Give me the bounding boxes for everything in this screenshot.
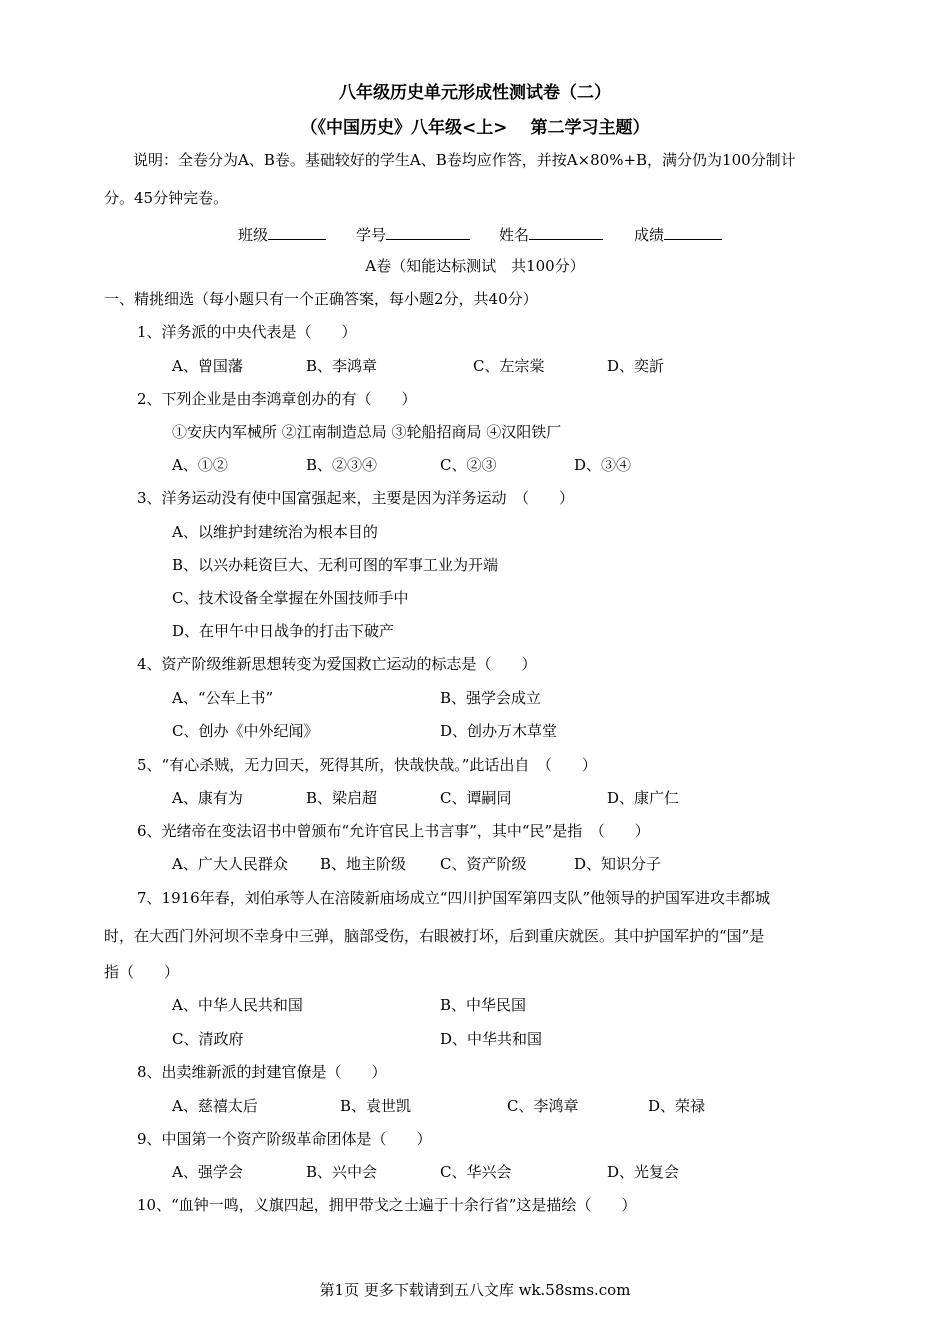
question-7-stem: 7、1916年春，刘伯承等人在涪陵新庙场成立“四川护国军第四支队”他领导的护国军进攻丰都城	[137, 889, 771, 907]
class-label: 班级	[238, 226, 269, 244]
question-7-option-d: D、中华共和国	[440, 1030, 543, 1048]
question-9-option-c: C、华兴会	[440, 1163, 512, 1181]
question-5-stem: 5、“有心杀贼，无力回天，死得其所，快哉快哉。”此话出自 （ ）	[137, 756, 597, 774]
question-2-option-c: C、②③	[440, 456, 497, 474]
question-9-option-b: B、兴中会	[306, 1163, 378, 1181]
question-3-stem: 3、洋务运动没有使中国富强起来，主要是因为洋务运动 （ ）	[137, 489, 575, 507]
instructions-line-2: 分。45分钟完卷。	[104, 189, 229, 207]
question-8-option-c: C、李鸿章	[507, 1097, 579, 1115]
page-subtitle: （《中国历史》八年级<上> 第二学习主题）	[300, 118, 650, 138]
part-one-heading: 一、精挑细选（每小题只有一个正确答案，每小题2分，共40分）	[104, 290, 538, 308]
question-2-option-d: D、③④	[574, 456, 632, 474]
name-field	[499, 223, 603, 245]
name-blank	[529, 223, 603, 240]
question-6-stem: 6、光绪帝在变法诏书中曾颁布“允许官民上书言事”，其中“民”是指 （ ）	[137, 822, 650, 840]
question-2-option-a: A、①②	[172, 456, 228, 474]
question-7-option-b: B、中华民国	[440, 996, 527, 1014]
question-3-option-c: C、技术设备全掌握在外国技师手中	[172, 589, 409, 607]
instructions-line-1: 说明：全卷分为A、B卷。基础较好的学生A、B卷均应作答，并按A×80%+B，满分仍为100分制计	[133, 151, 796, 169]
question-8-option-a: A、慈禧太后	[172, 1097, 258, 1115]
score-field	[634, 223, 722, 245]
question-7-stem-continued: 时，在大西门外河坝不幸身中三弹，脑部受伤，右眼被打坏，后到重庆就医。其中护国军护的“国”是	[104, 927, 765, 945]
question-1-option-a: A、曾国藩	[172, 357, 243, 375]
question-4-option-d: D、创办万木草堂	[440, 722, 558, 740]
question-5-option-b: B、梁启超	[306, 789, 378, 807]
question-8-stem: 8、出卖维新派的封建官僚是（ ）	[137, 1063, 387, 1081]
question-7-option-c: C、清政府	[172, 1030, 244, 1048]
student-number-field	[356, 223, 470, 245]
question-3-option-d: D、在甲午中日战争的打击下破产	[172, 622, 395, 640]
page-title: 八年级历史单元形成性测试卷（二）	[339, 83, 611, 103]
question-3-option-a: A、以维护封建统治为根本目的	[172, 523, 378, 541]
page-footer: 第1页 更多下载请到五八文库 wk.58sms.com	[319, 1281, 631, 1299]
class-blank	[268, 223, 326, 240]
question-2-option-b: B、②③④	[306, 456, 378, 474]
question-6-option-c: C、资产阶级	[440, 855, 527, 873]
question-6-option-a: A、广大人民群众	[172, 855, 288, 873]
question-4-option-c: C、创办《中外纪闻》	[172, 722, 319, 740]
question-4-option-a: A、“公车上书”	[172, 689, 274, 707]
question-7-stem-end: 指（ ）	[104, 963, 180, 981]
question-1-option-b: B、李鸿章	[306, 357, 378, 375]
score-label: 成绩	[634, 226, 665, 244]
question-9-option-a: A、强学会	[172, 1163, 243, 1181]
section-a-heading: A卷（知能达标测试 共100分）	[365, 257, 585, 275]
question-3-option-b: B、以兴办耗资巨大、无利可图的军事工业为开端	[172, 556, 499, 574]
question-4-option-b: B、强学会成立	[440, 689, 542, 707]
name-label: 姓名	[499, 226, 530, 244]
question-7-option-a: A、中华人民共和国	[172, 996, 303, 1014]
question-6-option-b: B、地主阶级	[320, 855, 407, 873]
question-5-option-d: D、康广仁	[607, 789, 680, 807]
question-4-stem: 4、资产阶级维新思想转变为爱国救亡运动的标志是（ ）	[137, 655, 537, 673]
class-field	[238, 223, 326, 245]
question-2-items: ①安庆内军械所 ②江南制造总局 ③轮船招商局 ④汉阳铁厂	[172, 423, 562, 441]
question-8-option-b: B、袁世凯	[340, 1097, 412, 1115]
question-9-option-d: D、光复会	[607, 1163, 680, 1181]
question-1-option-c: C、左宗棠	[473, 357, 545, 375]
question-2-stem: 2、下列企业是由李鸿章创办的有（ ）	[137, 390, 417, 408]
question-5-option-a: A、康有为	[172, 789, 243, 807]
question-1-option-d: D、奕訢	[607, 357, 665, 375]
question-8-option-d: D、荣禄	[648, 1097, 706, 1115]
score-blank	[664, 223, 722, 240]
question-1-stem: 1、洋务派的中央代表是（ ）	[137, 323, 357, 341]
question-10-stem: 10、“血钟一鸣，义旗四起，拥甲带戈之士遍于十余行省”这是描绘（ ）	[137, 1196, 637, 1214]
question-9-stem: 9、中国第一个资产阶级革命团体是（ ）	[137, 1130, 432, 1148]
student-number-label: 学号	[356, 226, 387, 244]
student-number-blank	[386, 223, 470, 240]
question-5-option-c: C、谭嗣同	[440, 789, 512, 807]
question-6-option-d: D、知识分子	[574, 855, 662, 873]
